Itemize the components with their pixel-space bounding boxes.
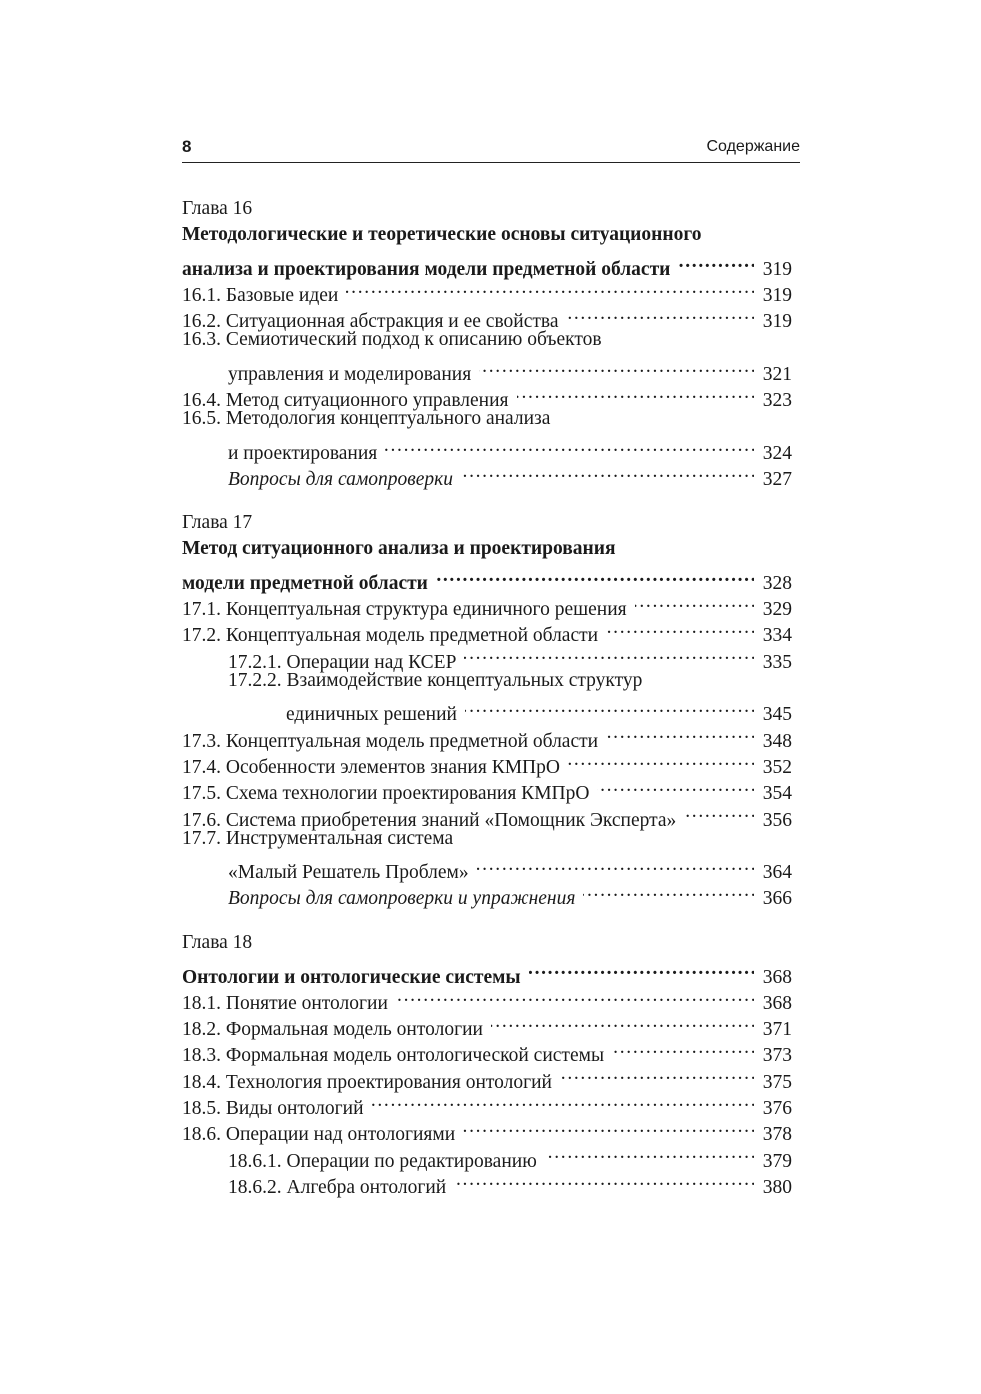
dot-leader [464,641,754,667]
page-ref: 380 [762,1176,792,1198]
dot-leader [567,301,755,327]
page-ref: 379 [762,1150,792,1172]
page-ref: 324 [762,442,792,464]
toc-subentry[interactable]: 18.6.1. Операции по редактированию . . . 379 [182,1140,792,1166]
page-ref: 368 [762,966,792,988]
dot-leader [372,1088,754,1114]
page-ref: 319 [762,311,792,333]
toc-entry[interactable]: 18.3. Формальная модель онтологической системы . . . 373 [182,1035,792,1061]
toc-entry[interactable]: Онтологии и онтологические системы . . . 368 [182,956,792,982]
page-ref: 323 [762,390,792,412]
dot-leader [612,1035,754,1061]
toc-entry-questions[interactable]: Вопросы для самопроверки . . . 327 [182,459,792,485]
toc-entry-continuation[interactable]: единичных решений . . . 345 [182,694,792,720]
toc-entry[interactable]: 16.2. Ситуационная абстракция и ее свойства . . . 319 [182,301,792,327]
page-ref: 319 [762,258,792,280]
page-number: 8 [182,137,192,156]
page-ref: 371 [762,1019,792,1041]
toc-entry[interactable]: 17.7. Инструментальная система [182,827,454,849]
page-ref: 368 [762,992,792,1014]
dot-leader [678,249,754,275]
dot-leader [491,1009,754,1035]
toc-subentry[interactable]: 17.2.1. Операции над КСЕР . . . 335 [182,641,792,667]
chapter-18 [182,930,792,1198]
page-ref: 354 [762,783,792,805]
page-ref: 364 [762,862,792,884]
page-ref: 373 [762,1045,792,1067]
toc-entry[interactable]: 17.5. Схема технологии проектирования КМПрО . . . 354 [182,773,792,799]
page-ref: 356 [762,809,792,831]
toc-entry[interactable]: 18.6. Операции над онтологиями . . . 378 [182,1114,792,1140]
running-header [182,136,800,163]
toc-entry[interactable]: 17.1. Концептуальная структура единичного решения . . . 329 [182,589,792,615]
toc-entry[interactable]: 17.6. Система приобретения знаний «Помощник Эксперта» . . . 356 [182,799,792,825]
page-ref: 335 [762,651,792,673]
toc-entry[interactable]: 16.4. Метод ситуационного управления . . . 323 [182,380,792,406]
page-ref: 328 [762,572,792,594]
page-ref: 375 [762,1071,792,1093]
dot-leader [346,275,754,301]
dot-leader [385,433,754,459]
dot-leader [461,459,754,485]
page-ref: 352 [762,756,792,778]
toc-entry[interactable]: 18.1. Понятие онтологии . . . 368 [182,983,792,1009]
toc-entry[interactable]: 16.1. Базовые идеи . . . 319 [182,275,792,301]
dot-leader [396,983,754,1009]
dot-leader [479,354,754,380]
dot-leader [597,773,754,799]
toc-entry[interactable]: анализа и проектирования модели предметной области . . . 319 [182,249,792,275]
dot-leader [635,589,754,615]
toc-entry-continuation[interactable]: «Малый Решатель Проблем» . . . 364 [182,852,792,878]
toc-entry[interactable]: 18.5. Виды онтологий . . . 376 [182,1088,792,1114]
toc-entry[interactable]: 17.2. Концептуальная модель предметной области . . . 334 [182,615,792,641]
toc-entry[interactable]: 18.4. Технология проектирования онтологий . . . 375 [182,1061,792,1087]
toc-entry[interactable]: модели предметной области . . . 328 [182,563,792,589]
chapter-label: Глава 18 [182,932,253,953]
dot-leader [517,380,754,406]
toc-entry[interactable]: 17.4. Особенности элементов знания КМПрО . . . 352 [182,747,792,773]
dot-leader [684,799,754,825]
chapter-17 [182,510,792,910]
dot-leader [463,1114,754,1140]
dot-leader [477,852,754,878]
page-ref: 334 [762,625,792,647]
toc-entry-continuation[interactable]: и проектирования . . . 324 [182,433,792,459]
dot-leader [606,615,754,641]
dot-leader [606,720,754,746]
toc-entry[interactable]: 17.3. Концептуальная модель предметной области . . . 348 [182,720,792,746]
toc-subentry[interactable]: 17.2.2. Взаимодействие концептуальных структур [228,669,643,691]
toc-entry[interactable]: 16.3. Семиотический подход к описанию объектов [182,329,602,351]
page-ref: 378 [762,1124,792,1146]
page-ref: 327 [762,469,792,491]
dot-leader [465,694,754,720]
chapter-label: Глава 17 [182,512,253,533]
page-ref: 319 [762,285,792,307]
chapter-16 [182,196,792,491]
page-ref: 345 [762,704,792,726]
dot-leader [583,878,754,904]
toc-entry[interactable]: 18.2. Формальная модель онтологии . . . 371 [182,1009,792,1035]
dot-leader [568,747,754,773]
page-ref: 366 [762,888,792,910]
toc-subentry[interactable]: 18.6.2. Алгебра онтологий . . . 380 [182,1167,792,1193]
chapter-label: Глава 16 [182,198,253,219]
dot-leader [560,1061,754,1087]
dot-leader [545,1140,754,1166]
page-ref: 348 [762,730,792,752]
page-ref: 321 [762,364,792,386]
page-ref: 376 [762,1098,792,1120]
dot-leader [529,956,754,982]
dot-leader [454,1167,754,1193]
dot-leader [436,563,754,589]
toc-entry-questions[interactable]: Вопросы для самопроверки и упражнения . . . 366 [182,878,792,904]
running-section-title: Содержание [706,138,800,155]
toc-entry-continuation[interactable]: управления и моделирования . . . 321 [182,354,792,380]
page-ref: 329 [762,599,792,621]
toc-entry[interactable]: 16.5. Методология концептуального анализа [182,408,551,430]
chapter-title: Метод ситуационного анализа и проектирования [182,538,616,560]
chapter-title: Методологические и теоретические основы ситуационного [182,224,702,246]
